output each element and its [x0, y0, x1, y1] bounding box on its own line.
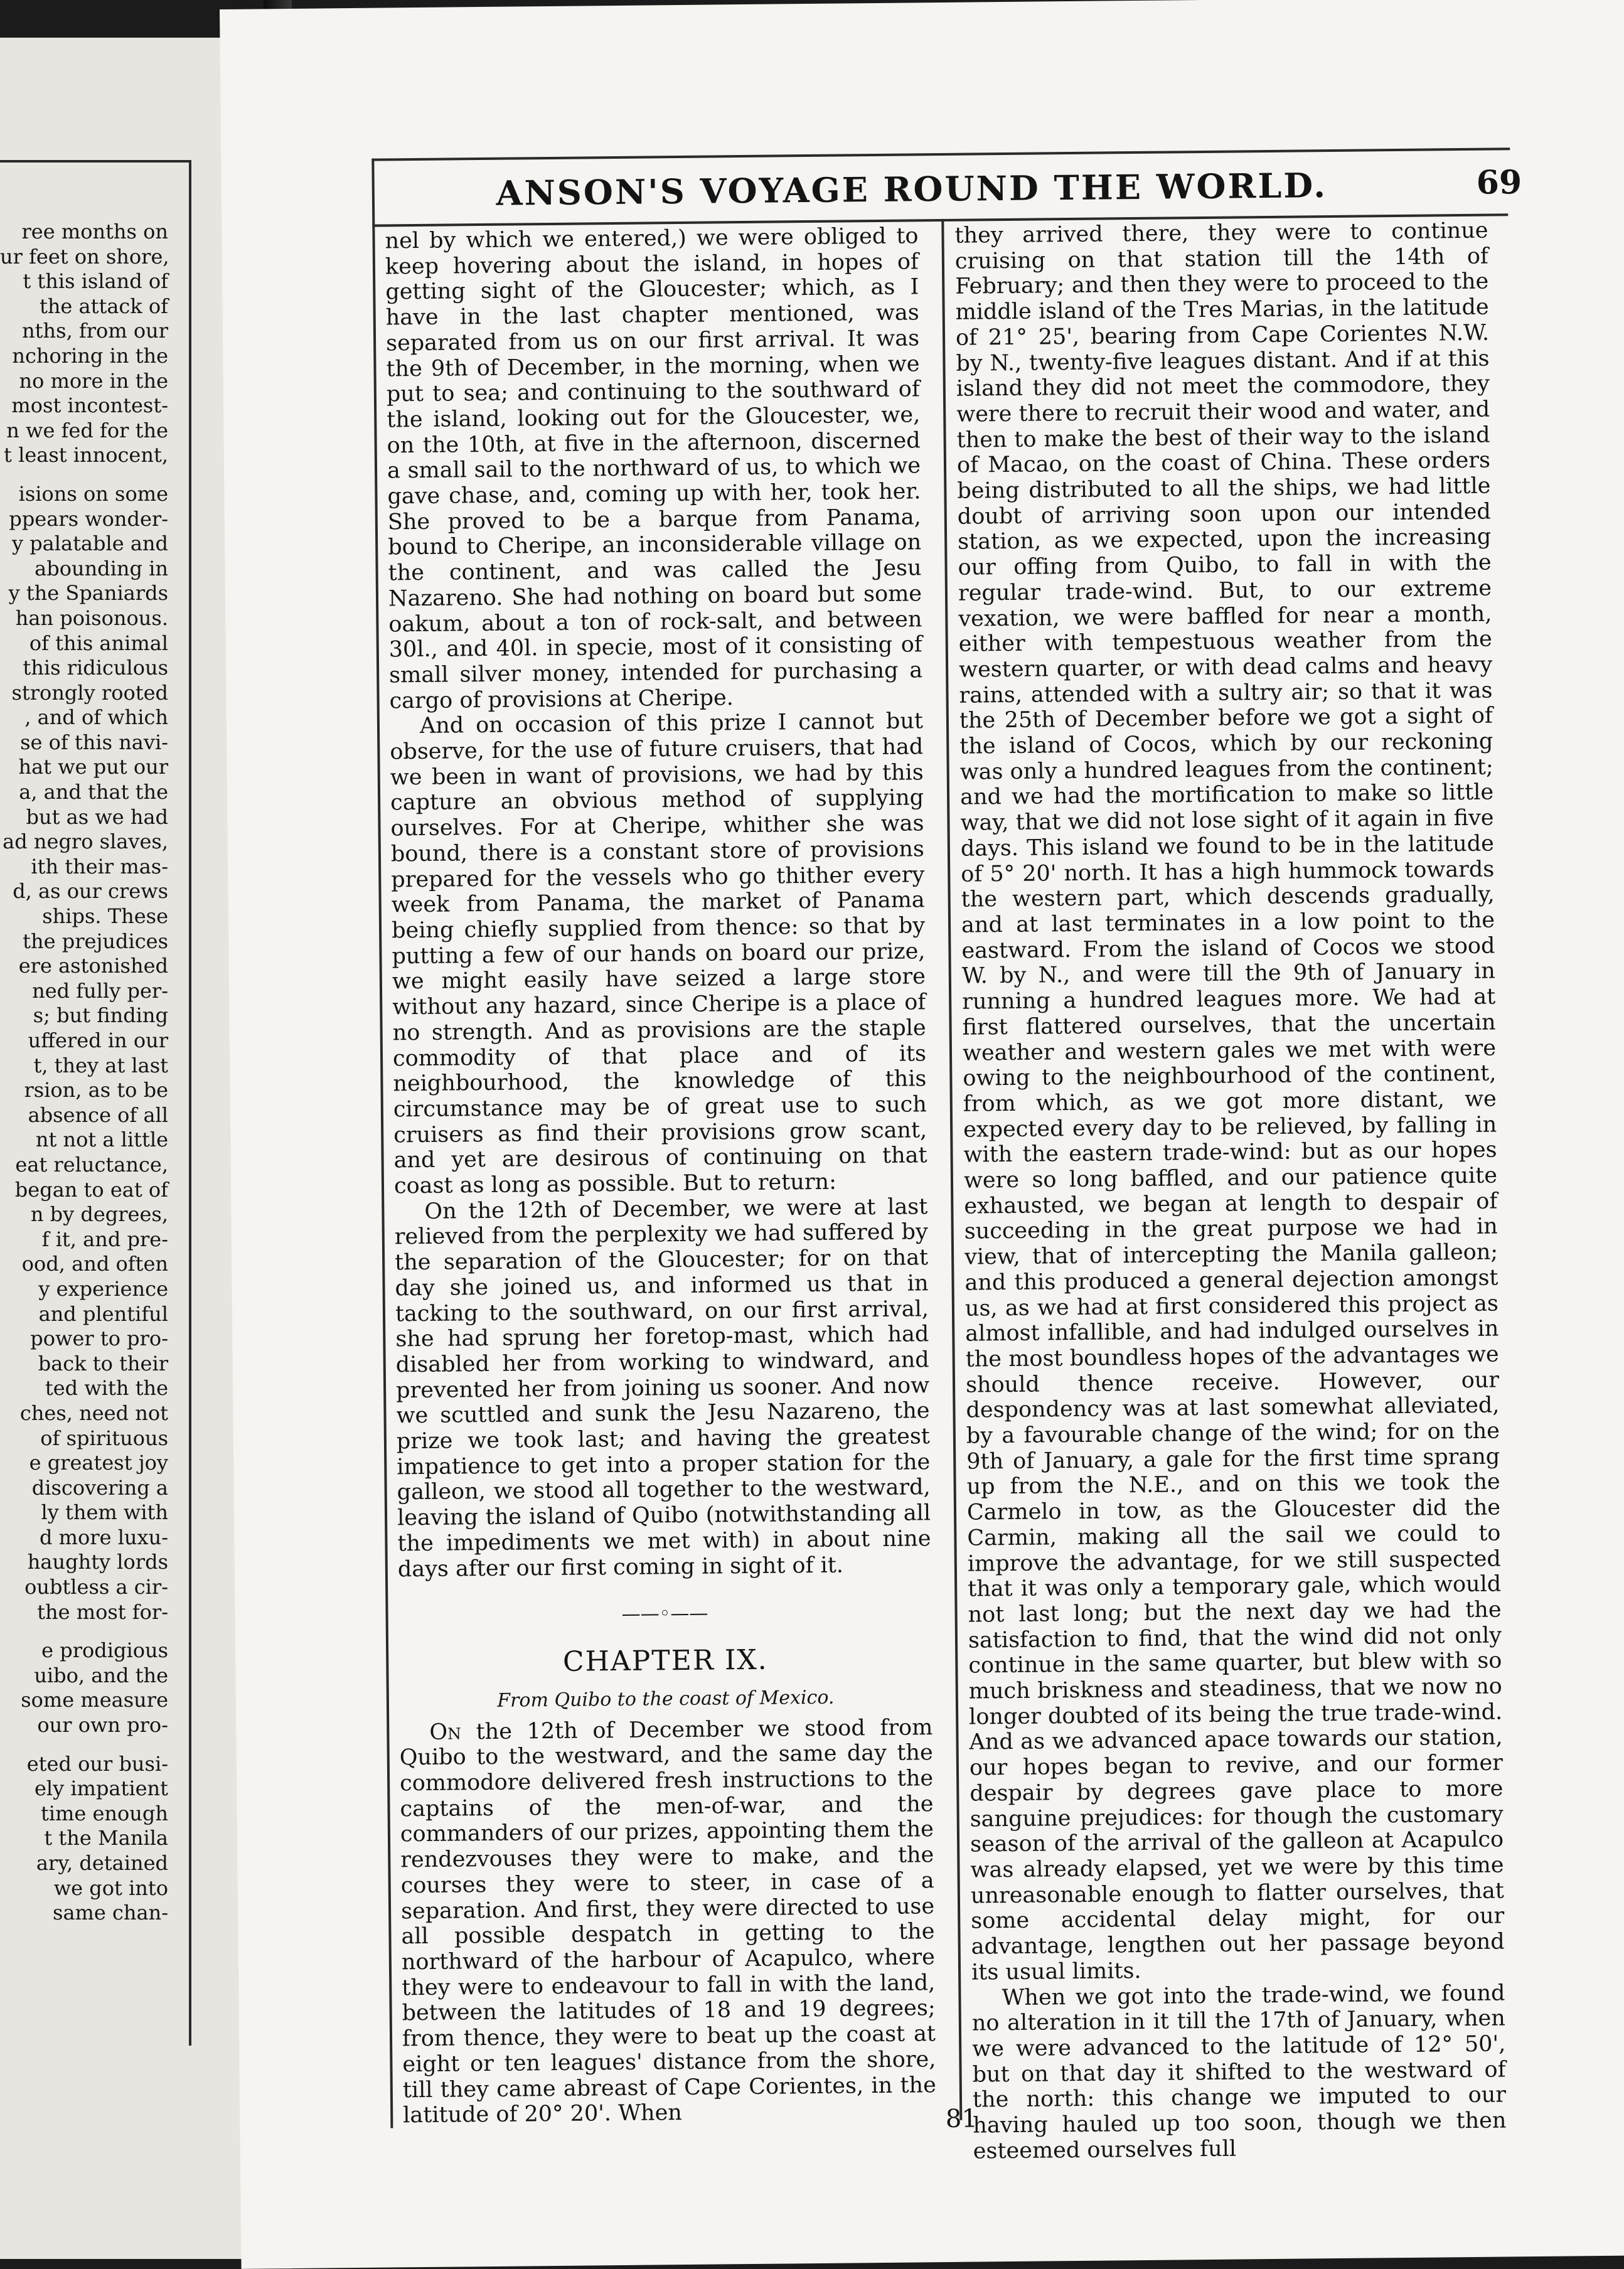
left-page-line: rsion, as to be — [24, 1078, 168, 1102]
left-page-line: hat we put our — [18, 755, 168, 779]
left-page-line: e greatest joy — [29, 1451, 168, 1475]
left-page-text — [0, 220, 168, 1926]
paragraph — [399, 1715, 936, 2128]
left-page-line: this ridiculous — [23, 656, 168, 680]
left-page-line: y the Spaniards — [8, 581, 168, 606]
left-page-line: ur feet on shore, — [0, 244, 169, 269]
left-page-line: some measure — [21, 1688, 168, 1712]
left-page-line: uffered in our — [28, 1028, 168, 1052]
paragraph: On the 12th of December, we were at last relieved from the perplexity we had suffered by the separation of the Gloucester; for on that day she joined us, and informed us that in tacking to the southward, on our first arrival, she had sprung her foretop-mast, which had disabled her from working to windward, and prevented her from joining us sooner. And now we scuttled and sunk the Jesu Nazareno, the prize we took last; and having the greatest impatience to get into a proper station for the galleon, we stood all together to the westward, leaving the island of Quibo (notwithstanding all the impediments we met with) in about nine days after our first coming in sight of it. — [394, 1193, 931, 1582]
left-page-line: and plentiful — [38, 1301, 168, 1326]
left-page-line: no more in the — [19, 368, 168, 393]
left-page-line: ches, need not — [19, 1401, 168, 1425]
page-number: 69 — [1476, 163, 1522, 202]
left-page-line: n we fed for the — [6, 418, 168, 442]
running-title: ANSON'S VOYAGE ROUND THE WORLD. — [496, 165, 1328, 213]
left-page-line: time enough — [40, 1801, 168, 1825]
left-page-line: back to their — [38, 1351, 168, 1375]
left-page-line: ned fully per- — [32, 978, 168, 1003]
left-page-line: haughty lords — [27, 1550, 168, 1574]
left-page-line: ood, and often — [21, 1252, 168, 1276]
left-page-line: but as we had — [26, 804, 168, 829]
left-page-line: strongly rooted — [11, 680, 168, 705]
left-page-line: ary, detained — [36, 1851, 168, 1875]
left-page-line: eat reluctance, — [15, 1152, 168, 1177]
left-page-line: ly them with — [41, 1500, 168, 1525]
left-column — [385, 223, 936, 2128]
left-page-line: ely impatient — [34, 1776, 168, 1801]
left-page-line: the prejudices — [23, 929, 168, 953]
left-page-line: of this animal — [29, 631, 168, 655]
left-page-line: d more luxu- — [40, 1525, 168, 1549]
left-page-line: began to eat of — [14, 1177, 168, 1202]
left-page-line: of spirituous — [40, 1426, 168, 1450]
left-page-line: most incontest- — [11, 393, 168, 418]
left-page-line: power to pro- — [30, 1327, 168, 1351]
chapter-subtitle: From Quibo to the coast of Mexico. — [497, 1686, 835, 1712]
left-page-line: nths, from our — [22, 319, 168, 343]
left-page-line: nt not a little — [35, 1128, 168, 1152]
left-page-line: same chan- — [53, 1901, 168, 1925]
paragraph: they arrived there, they were to continue cruising on that station till the 14th of February; and then they were to proceed to the middle island of the Tres Marias, in the latitude of 21° 25', bearing from Cape Corientes N.W. by N., twenty-five leagues distant. And if at this island they did not meet the commodore, they were there to recruit their wood and water, and then to make the best of their way to the island of Macao, on the coast of China. These orders being distributed to all the ships, we had little doubt of arriving soon upon our intended station, as we expected, upon the increasing our offing from Quibo, to fall in with the regular trade-wind. But, to our extreme vexation, we were baffled for near a month, either with tempestuous weather from the western quarter, or with dead calms and heavy rains, attended with a sultry air; so that it was the 25th of December before we got a sight of the island of Cocos, which by our reckoning was only a hundred leagues from the continent; and we had the mortification to make so little way, that we did not lose sight of it again in five days. This island we found to be in the latitude of 5° 20' north. It has a high hummock towards the western part, which descends gradually, and at last terminates in a low point to the eastward. From the island of Cocos we stood W. by N., and were till the 9th of January in running a hundred leagues more. We had at first flattered ourselves, that the uncertain weather and western gales we met with were owing to the neighbourhood of the continent, from which, as we got more distant, we expected every day to be relieved, by falling in with the eastern trade-wind: but as our hopes were so long baffled, and our patience quite exhausted, we began at length to despair of succeeding in the great purpose we had in view, that of intercepting the Manila galleon; and this produced a general dejection amongst us, as we had at first considered this project as almost infallible, and had indulged ourselves in the most boundless hopes of the advantages we should thence receive. However, our despondency was at last somewhat alleviated, by a favourable change of the wind; for on the 9th of January, a gale for the first time sprang up from the N.E., and on this we took the Carmelo in tow, as the Gloucester did the Carmin, making all the sail we could to improve the advantage, for we still suspected that it was only a temporary gale, which would not last long; but the next day we had the satisfaction to find, that the wind did not only continue in the same quarter, but blew with so much briskness and steadiness, that we now no longer doubted of its being the true trade-wind. And as we advanced apace towards our station, our hopes began to revive, and our former despair by degrees gave place to more sanguine prejudices: for though the customary season of the arrival of the galleon at Acapulco was already elapsed, yet we were by this time unreasonable enough to flatter ourselves, that some accidental delay might, for our advantage, lengthen out her passage beyond its usual limits. — [954, 218, 1505, 1985]
left-page-line: absence of all — [28, 1102, 168, 1127]
paragraph: When we got into the trade-wind, we found no alteration in it till the 17th of January, when we were advanced to the latitude of 12° 50', but on that day it shifted to the westward of the north: this change we imputed to our having hauled up too soon, though we then esteemed ourselves full — [971, 1980, 1507, 2164]
left-page-line: y palatable and — [11, 531, 168, 556]
left-page-line: t, they at last — [33, 1053, 168, 1077]
line-gap — [0, 468, 168, 482]
left-page-line: we got into — [53, 1876, 168, 1900]
left-page-line: t this island of — [23, 269, 168, 294]
left-page-line: eted our busi- — [26, 1751, 168, 1776]
left-page-line: ad negro slaves, — [3, 830, 168, 854]
left-page-line: discovering a — [31, 1475, 168, 1500]
left-page-side-rule — [189, 160, 191, 2046]
left-page-line: n by degrees, — [30, 1202, 168, 1227]
line-gap — [0, 1625, 168, 1638]
paragraph: nel by which we entered,) we were obliged to keep hovering about the island, in hopes of getting sight of the Gloucester; which, as I have in the last chapter mentioned, was separated from us on our first arrival. It was the 9th of December, in the morning, when we put to sea; and continuing to the southward of the island, looking out for the Gloucester, we, on the 10th, at five in the afternoon, discerned a small sail to the northward of us, to which we gave chase, and, coming up with her, took her. She proved to be a barque from Panama, bound to Cheripe, an inconsiderable village on the continent, and was called the Jesu Nazareno. She had nothing on board but some oakum, about a ton of rock-salt, and between 30l., and 40l. in specie, most of it consisting of small silver money, intended for purchasing a cargo of provisions at Cheripe. — [385, 223, 923, 714]
left-page-line: ith their mas- — [31, 854, 168, 878]
left-page-line: e prodigious — [41, 1638, 168, 1663]
chapter-title: CHAPTER IX. — [562, 1644, 768, 1679]
left-page-line: ted with the — [45, 1376, 168, 1401]
left-page-line: d, as our crews — [13, 879, 168, 904]
left-page-line: ppears wonder- — [9, 506, 168, 531]
paragraph-text: the 12th of December we stood from Quibo to the westward, and the same day the commodore delivered fresh instructions to the captains of the men-of-war, and the commanders of our prizes, appointing them the rendezvouses they were to make, and the courses they were to steer, in case of a separation. And first, they were directed to use all possible despatch in getting to the northward of the harbour of Acapulco, where they were to endeavour to fall in with the land, between the latitudes of 18 and 19 degrees; from thence, they were to beat up the coast at eight or ten leagues' distance from the shore, till they came abreast of Cape Corientes, in the latitude of 20° 20'. When — [399, 1714, 936, 2128]
left-page-line: s; but finding — [33, 1003, 168, 1028]
left-page-line: , and of which — [24, 705, 168, 730]
left-page-line: han poisonous. — [15, 606, 168, 630]
paragraph: And on occasion of this prize I cannot but observe, for the use of future cruisers, that had we been in want of provisions, we had by this capture an obvious method of supplying ourselves. For at Cheripe, whither she was bound, there is a constant store of provisions prepared for the vessels who go thither every week from Panama, the market of Panama being chiefly supplied from thence: so that by putting a few of our hands on board our prize, we might easily have seized a large store without any hazard, since Cheripe is a place of no strength. And as provisions are the staple commodity of that place and of its neighbourhood, the knowledge of this circumstance may be of great use to such cruisers as find their provisions grow scant, and yet are desirous of continuing on that coast as long as possible. But to return: — [390, 708, 927, 1199]
right-page — [220, 0, 1624, 2269]
left-page-line: the most for- — [37, 1599, 168, 1624]
left-page-line: abounding in — [35, 556, 168, 580]
left-page-line: oubtless a cir- — [24, 1575, 168, 1599]
left-page-line: ere astonished — [18, 954, 168, 978]
left-page-line: a, and that the — [19, 780, 168, 804]
left-page-line: f it, and pre- — [41, 1227, 168, 1251]
left-page-line: se of this navi- — [20, 730, 168, 754]
left-page-line: nchoring in the — [12, 343, 168, 368]
left-page-line: ships. These — [42, 904, 168, 929]
left-page-top-rule — [0, 160, 191, 163]
section-ornament: ——◦—— — [621, 1602, 708, 1626]
left-page-line: the attack of — [39, 294, 168, 318]
left-page-line: t least innocent, — [4, 443, 168, 467]
left-page-line: y experience — [38, 1276, 168, 1301]
chapter-first-word: On — [429, 1719, 462, 1745]
right-column — [954, 218, 1507, 2164]
left-page-line: isions on some — [18, 481, 168, 506]
left-page-line: ree months on — [21, 220, 168, 243]
left-page-line: uibo, and the — [34, 1663, 168, 1687]
left-page-line: our own pro- — [37, 1713, 168, 1738]
line-gap — [0, 1738, 168, 1752]
folio-number: 81 — [945, 2104, 978, 2134]
left-page-line: t the Manila — [44, 1826, 168, 1850]
